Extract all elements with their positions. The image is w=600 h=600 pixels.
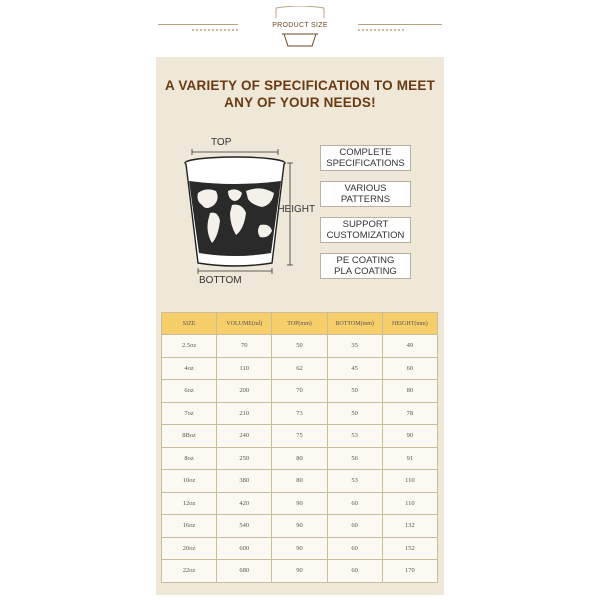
spec-panel <box>156 57 444 595</box>
feature-line-1: COMPLETE <box>339 147 392 158</box>
table-cell: 90 <box>272 537 327 560</box>
table-cell: 420 <box>217 492 272 515</box>
table-cell: 132 <box>382 515 437 538</box>
column-header: SIZE <box>162 313 217 335</box>
header-label: PRODUCT SIZE <box>272 22 328 29</box>
column-header: TOP(mm) <box>272 313 327 335</box>
table-cell: 8oz <box>162 447 217 470</box>
table-row <box>162 402 438 425</box>
table-cell: 240 <box>217 425 272 448</box>
table-cell: 60 <box>327 560 382 583</box>
header-rule-left <box>158 24 238 25</box>
table-cell: 20oz <box>162 537 217 560</box>
table-header-row <box>162 313 438 335</box>
table-row <box>162 447 438 470</box>
table-cell: 62 <box>272 357 327 380</box>
table-cell: 110 <box>217 357 272 380</box>
column-header: VOLUME(ml) <box>217 313 272 335</box>
table-cell: 70 <box>217 335 272 358</box>
table-cell: 75 <box>272 425 327 448</box>
table-cell: 6oz <box>162 380 217 403</box>
feature-box <box>320 253 411 279</box>
table-body <box>162 335 438 583</box>
table-cell: 60 <box>327 515 382 538</box>
table-cell: 110 <box>382 492 437 515</box>
feature-line-1: PE COATING <box>336 255 395 266</box>
table-cell: 50 <box>272 335 327 358</box>
height-dimension-label: ·HEIGHT <box>274 204 316 215</box>
table-cell: 53 <box>327 470 382 493</box>
table-cell: 90 <box>272 515 327 538</box>
table-cell: 49 <box>382 335 437 358</box>
table-cell: 540 <box>217 515 272 538</box>
table-cell: 380 <box>217 470 272 493</box>
table-cell: 60 <box>327 537 382 560</box>
table-cell: 78 <box>382 402 437 425</box>
table-cell: 8Boz <box>162 425 217 448</box>
bottom-dimension-label: BOTTOM <box>199 275 242 286</box>
column-header: HEIGHT(mm) <box>382 313 437 335</box>
table-cell: 16oz <box>162 515 217 538</box>
table-cell: 600 <box>217 537 272 560</box>
table-cell: 110 <box>382 470 437 493</box>
table-row <box>162 560 438 583</box>
table-cell: 35 <box>327 335 382 358</box>
table-cell: 50 <box>327 380 382 403</box>
table-cell: 152 <box>382 537 437 560</box>
table-row <box>162 335 438 358</box>
table-cell: 680 <box>217 560 272 583</box>
table-row <box>162 425 438 448</box>
table-cell: 45 <box>327 357 382 380</box>
table-row <box>162 470 438 493</box>
headline-line-1: A VARIETY OF SPECIFICATION TO MEET <box>164 78 436 93</box>
table-row <box>162 537 438 560</box>
table-cell: 4oz <box>162 357 217 380</box>
table-cell: 10oz <box>162 470 217 493</box>
table-row <box>162 380 438 403</box>
feature-line-1: VARIOUS <box>344 183 387 194</box>
column-header: BOTTOM(mm) <box>327 313 382 335</box>
table-cell: 170 <box>382 560 437 583</box>
feature-line-2: CUSTOMIZATION <box>326 230 405 241</box>
table-row <box>162 357 438 380</box>
table-cell: 56 <box>327 447 382 470</box>
table-cell: 60 <box>382 357 437 380</box>
header-rule-right <box>358 24 442 25</box>
header-dots-right <box>358 29 404 33</box>
feature-box <box>320 145 411 171</box>
table-cell: 80 <box>272 447 327 470</box>
table-cell: 80 <box>382 380 437 403</box>
table-cell: 53 <box>327 425 382 448</box>
feature-line-1: SUPPORT <box>342 219 389 230</box>
table-cell: 80 <box>272 470 327 493</box>
table-cell: 50 <box>327 402 382 425</box>
size-spec-table <box>161 312 438 583</box>
table-cell: 90 <box>272 560 327 583</box>
top-dimension-label: TOP <box>211 137 232 148</box>
table-cell: 210 <box>217 402 272 425</box>
table-row <box>162 515 438 538</box>
table-cell: 7oz <box>162 402 217 425</box>
headline-line-2: ANY OF YOUR NEEDS! <box>224 95 376 110</box>
feature-line-2: PATTERNS <box>340 194 391 205</box>
table-cell: 22oz <box>162 560 217 583</box>
table-cell: 200 <box>217 380 272 403</box>
table-cell: 70 <box>272 380 327 403</box>
table-cell: 60 <box>327 492 382 515</box>
table-cell: 91 <box>382 447 437 470</box>
feature-box <box>320 217 411 243</box>
table-cell: 250 <box>217 447 272 470</box>
table-cell: 73 <box>272 402 327 425</box>
feature-line-2: PLA COATING <box>334 266 397 277</box>
table-row <box>162 492 438 515</box>
header-dots-left <box>192 29 238 33</box>
feature-line-2: SPECIFICATIONS <box>326 158 405 169</box>
feature-box <box>320 181 411 207</box>
table-cell: 12oz <box>162 492 217 515</box>
table-cell: 2.5oz <box>162 335 217 358</box>
table-cell: 90 <box>272 492 327 515</box>
table-cell: 90 <box>382 425 437 448</box>
